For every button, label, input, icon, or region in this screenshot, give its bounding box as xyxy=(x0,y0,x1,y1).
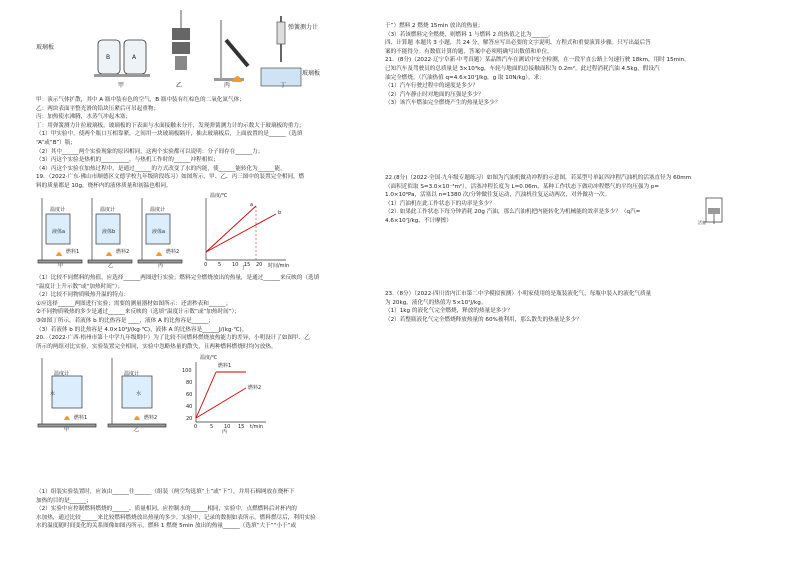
thermometer-label: 温度计 xyxy=(124,371,140,377)
text-line: “A”或“B”）瓶； xyxy=(36,139,76,146)
liquid-a-label: 液体a xyxy=(52,229,66,235)
chart-ylabel: 温度/℃ xyxy=(210,193,228,199)
chart-xtick: 20 xyxy=(256,262,263,268)
chart-ylabel: 温度/℃ xyxy=(200,355,218,361)
text-line: 23.（8分）（2022·四川省内江市第二中学模拟预测）小明家使用的是瓶装液化气，每瓶中装入的液化气质量 xyxy=(385,291,652,297)
text-line: （1）汽车行驶过程中的速度是多少？ xyxy=(385,83,479,90)
text-line: 丁：用弹簧测力计拉玻璃板，玻璃板的下表面与水面接触未分开，发现弹簧测力计的示数大于玻璃板的重力； xyxy=(36,122,305,129)
fuel-2-label: 燃料2 xyxy=(144,415,158,421)
figure-fuel-comparison xyxy=(36,192,296,270)
text-line: （2）汽车静止时对地面的压强是多少？ xyxy=(385,91,484,98)
chart-xtick: 15 xyxy=(238,424,245,430)
text-line: 19．（2022·广东·佛山市顺德区文德学校九年级阶段练习）如图所示，甲、乙、丙三图中的装置完全相同，燃 xyxy=(36,174,305,181)
text-line: （3）若液体 b 的比热容是 4.0×10³J/(kg·℃)，液体 A 的比热容是______J/(kg·℃)。 xyxy=(36,326,248,333)
text-line: 21．(8分)（2022·辽宁阜新·中考真题）某品牌汽车在测试中安全检测，在一段平直公路上匀速行驶 18km，用时 15min。 xyxy=(385,57,690,64)
water-heating-illustration xyxy=(36,354,276,434)
fuel-1-label: 燃料1 xyxy=(66,249,80,255)
calculation-section-21 xyxy=(385,22,750,108)
caption-bing: 丙 xyxy=(222,429,228,435)
chart-xtick: 5 xyxy=(210,424,214,430)
text-line: （2）若整瓶液化气完全燃烧释放热量的 60%被利用，那么散失的热量是多少？ xyxy=(385,316,582,323)
chart-ytick: 100 xyxy=(182,368,192,374)
chart-xtick: 10 xyxy=(224,424,231,430)
caption-bing: 丙 xyxy=(158,263,164,269)
chart-ytick: 80 xyxy=(186,380,193,386)
caption-jia: 甲 xyxy=(64,427,70,433)
caption-yi: 乙 xyxy=(108,263,114,269)
bottle-b-label: B xyxy=(106,54,111,61)
fuel-setup-illustration xyxy=(36,192,296,270)
water-label: 水 xyxy=(50,391,56,397)
text-line: ③如图丁所示，若液体 b 的比热容是 ____，液体 A 的比热容是______； xyxy=(36,317,214,324)
thermometer-label: 温度计 xyxy=(100,207,116,213)
chart-xtick: 0 xyxy=(204,262,208,268)
chart-xtick: 10 xyxy=(232,262,239,268)
calculation-question-23 xyxy=(385,290,750,324)
text-line: 案的不能得分。有数值计算的题，答案中必须明确写出数值和单位。 xyxy=(385,48,553,55)
figure-water-heating xyxy=(36,354,276,434)
text-line: （2）其中______两个实验现象的原因相同，这两个实验都可以说明：分子间存在______力； xyxy=(36,148,264,155)
text-line: 丙：加热使水沸腾，水蒸气冲起木塞； xyxy=(36,114,132,121)
text-line: （4）丙这个实验在加热过程中，是通过______的方式改变了水的内能，使______能转化为______能。 xyxy=(36,165,286,172)
text-line: 四、计算题 本题共 3 小题，共 24 分。解答应写出必要的文字说明、方程式和重要演算步骤。只写出最后答 xyxy=(385,40,651,47)
chart-xtick: 5 xyxy=(218,262,222,268)
caption-yi: 乙 xyxy=(176,82,183,89)
question-18-text xyxy=(36,96,366,191)
line-a-label: a xyxy=(250,202,254,208)
glass-plate-label: 玻璃板 xyxy=(36,44,55,51)
text-line: ②不同物质吸热的多少是通过______来反映的（选填“温度计示数”或“加热时间”）； xyxy=(36,309,240,316)
caption-jia: 甲 xyxy=(58,263,64,269)
text-line: （2）实验中应控制燃料燃烧的______、质量相同，应控制水的______相同，实验中，点燃燃料后对杯内的 xyxy=(36,506,297,513)
chart-ytick: 40 xyxy=(186,404,193,410)
water-label: 水 xyxy=(136,391,142,397)
caption-bing: 丙 xyxy=(224,82,231,89)
text-line: （1）甲实验中，使两个瓶口互相靠紧，之间用一块玻璃板隔开，抽去玻璃板后，上面放置的是______（选填 xyxy=(36,131,303,138)
thermometer-label: 温度计 xyxy=(50,207,66,213)
chart-ytick: 60 xyxy=(186,392,193,398)
text-line: 水加热，通过比较______来比较燃料燃烧放出热量的多少。实验中，记录的数据如表所示，燃料燃尽后，利用实验 xyxy=(36,514,316,521)
text-line: （2）比较不同物质吸热升温的特点： xyxy=(36,292,130,299)
text-line: （1）1kg 的液化气完全燃烧，释放的热量是多少？ xyxy=(385,308,513,315)
text-line: 水的温度随时间变化的关系图像如图丙所示，燃料 1 燃烧 5min 放出的热量______（选填“大于”“小于”或 xyxy=(36,523,297,530)
text-line: 于”）燃料 2 燃烧 15min 放出的热量； xyxy=(385,23,484,29)
text-line: （1）汽油机在此工作状态下的功率是多少？ xyxy=(385,200,495,207)
text-line: （1）比较不同燃料的热值，应选择______两图进行实验；燃料完全燃烧放出的热量，是通过______来反映的（选填 xyxy=(36,275,320,281)
text-line: 已知汽车及驾驶员的总质量是 3×10³kg，车轮与地面的总接触面积为 0.2m²。此过程消耗汽油 4.5kg，假设汽 xyxy=(385,65,660,72)
text-line: （3）该汽车燃油完全燃烧产生的热量是多少？ xyxy=(385,100,501,107)
text-line: 所示的两组对比实验，实验装置完全相同，实验中忽略热量的散失，且两种燃料燃烧时均匀放热。 xyxy=(36,343,277,350)
text-line: 甲：演示气体扩散，其中 A 瓶中装有色的空气，B 瓶中装有红棕色的二氧化氮气体； xyxy=(36,97,245,103)
fuel-2-label: 燃料2 xyxy=(116,249,130,255)
figure-engine-piston xyxy=(700,196,730,226)
fuel-2-line-label: 燃料2 xyxy=(248,385,262,391)
chart-ytick: 20 xyxy=(186,416,193,422)
glass-plate-label-2: 玻璃板 xyxy=(302,70,321,77)
liquid-b-label: 液体b xyxy=(102,229,116,235)
calculation-question-22 xyxy=(385,174,750,226)
text-line: 1.0×10⁶Pa，活塞以 n=1380 次/分钟做往复运动，汽油机往复运动两次，对外做功一次。 xyxy=(385,192,611,199)
caption-ding: 丁 xyxy=(280,82,287,89)
caption-yi: 乙 xyxy=(134,427,140,433)
text-line: ①应选择______两图进行实验；需要的测量器材如图所示：还需秒表和______； xyxy=(36,300,232,307)
thermometer-label: 温度计 xyxy=(150,207,166,213)
text-line: 20．（2022·广西·梧州市第十中学九年级期中）为了比较不同燃料燃烧放热能力的差异，小明设计了如图甲、乙 xyxy=(36,335,310,342)
text-line: （1）组装实验装置时，应该由______往______（组装（两空均选填“上”或“下”），并用石棉网放在烧杯下 xyxy=(36,489,295,495)
text-line: （3）若该燃料完全燃烧，则燃料 1 与燃料 2 的热值之比为______。 xyxy=(385,31,554,38)
bottle-a-label: A xyxy=(132,54,137,61)
text-line: 乙：两块表面平整光滑的铅块压紧后可吊起重物； xyxy=(36,105,160,112)
text-line: （面积近似取 S=3.0×10⁻³m²），活塞冲程长度为 L=0.06m，某种工作状态下做功冲程燃气的平均压强为 p= xyxy=(385,183,660,190)
fuel-1-line-label: 燃料1 xyxy=(218,363,232,369)
chart-xtick: 15 xyxy=(244,262,251,268)
text-line: 料的质量都是 10g，烧杯内的液体质量和初温也相同。 xyxy=(36,182,172,189)
caption-ding: 丁 xyxy=(241,265,247,271)
text-line: 4.6×10⁷J/kg、不计摩擦） xyxy=(385,217,452,224)
line-b-label: b xyxy=(278,210,282,216)
liquid-a-label: 液体a xyxy=(152,229,166,235)
text-line: 22.(8分)（2022·全国·九年级专题练习）如图为汽油机做功冲程的示意图，若某型号单缸四冲程汽油机的活塞直径为 60mm xyxy=(385,175,692,181)
chart-xlabel: 时间/min xyxy=(268,263,290,269)
fuel-2-label: 燃料2 xyxy=(166,249,180,255)
text-line: “温度计上升示数”或“加热时间”）； xyxy=(36,283,124,290)
caption-jia: 甲 xyxy=(118,82,125,89)
text-line: 油完全燃烧。（汽油热值 q=4.6×10⁷J/kg，g 取 10N/kg）。求： xyxy=(385,74,545,81)
fuel-1-label: 燃料1 xyxy=(74,415,88,421)
figure-diffusion-experiments xyxy=(36,10,336,90)
spring-scale-label: 弹簧测力计 xyxy=(288,24,319,31)
thermometer-label: 温度计 xyxy=(54,371,70,377)
text-line: 为 20kg，液化气的热值为 5×10⁷J/kg。 xyxy=(385,299,487,306)
text-line: 加热的目的是______； xyxy=(36,497,92,504)
question-19-20-text xyxy=(36,274,366,351)
question-20-subparts xyxy=(36,488,366,531)
chart-xlabel: t/min xyxy=(250,424,264,430)
chart-xtick: 0 xyxy=(194,424,198,430)
text-line: （3）丙这个实验是热机的__________，与热机工作时的______冲程相似； xyxy=(36,157,219,164)
text-line: （2）如果此工作状态下每分钟消耗 20g 汽油，那么汽油机把内能转化为机械能的效率是多少？（q汽= xyxy=(385,209,641,216)
piston-label: 活塞 xyxy=(698,220,706,225)
